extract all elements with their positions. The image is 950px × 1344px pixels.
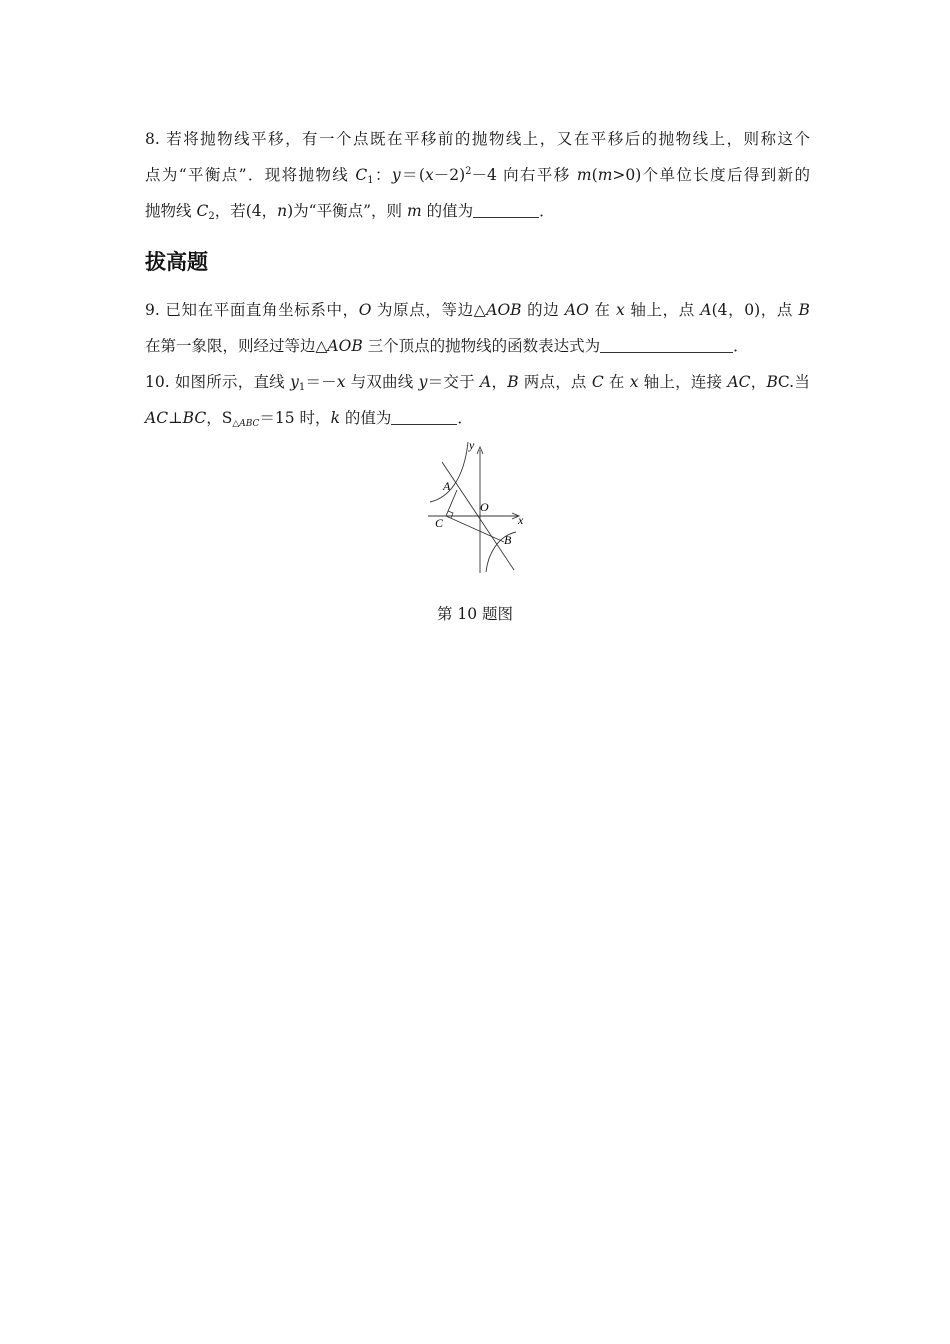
q8-eq-1: ＝(	[400, 166, 425, 184]
q8-c2-sub: 2	[208, 211, 215, 222]
q10-text-1h: 轴上，连接	[643, 373, 723, 391]
q10-B: B	[507, 373, 519, 391]
q9-text-1e: 轴上，点	[630, 301, 695, 319]
q9-text-1c: 的边	[527, 301, 560, 319]
q8-text-3d: 的值为	[426, 202, 474, 220]
q10-k: k	[330, 409, 340, 427]
q8-m1: m	[576, 166, 592, 184]
q8-c1-sub: 1	[367, 175, 374, 186]
q10-s-sub: △ABC	[232, 419, 260, 429]
q8-eq-2: －2)	[433, 166, 466, 184]
q9-text-1d: 在	[594, 301, 611, 319]
q9-text-2a: 在第一象限，则经过等边△	[145, 337, 328, 355]
q8-c2: C	[196, 202, 209, 220]
q9-AOB-2: AOB	[327, 337, 363, 355]
q8-end: ．	[539, 202, 555, 220]
q10-text-2c: 的值为	[344, 409, 392, 427]
q10-text-1d: ＝交于	[427, 373, 475, 391]
q10-x2: x	[629, 373, 639, 391]
label-O: O	[480, 500, 489, 514]
q10-text-2b: ＝15 时，	[259, 409, 331, 427]
q9-text-1a: 已知在平面直角坐标系中，	[165, 301, 359, 319]
q8-m3: m	[406, 202, 422, 220]
q9-A: A	[700, 301, 712, 319]
q10-comma: ，	[491, 373, 508, 391]
q8-line-3	[145, 200, 810, 222]
q8-answer-blank[interactable]	[473, 201, 539, 218]
q9-AOB: AOB	[486, 301, 522, 319]
q8-eq-exp: 2	[465, 166, 472, 177]
segment-BC	[446, 516, 504, 542]
q8-eq-y: y	[391, 166, 401, 184]
q10-end: ．	[457, 409, 473, 427]
q8-line-2	[145, 164, 810, 186]
q10-C: C	[591, 373, 604, 391]
q8-text-3c: )为“平衡点”，则	[287, 202, 403, 220]
q8-line-1	[145, 128, 810, 150]
q8-text-1: 若将抛物线平移，有一个点既在平移前的抛物线上，又在平移后的抛物线上，则称这个	[166, 130, 810, 148]
q10-text-1c: 与双曲线	[350, 373, 414, 391]
q10-BC-2: BC	[182, 409, 207, 427]
q9-line-2	[145, 335, 810, 357]
q10-y1-sub: 1	[298, 382, 306, 393]
q10-text-1g: 在	[608, 373, 625, 391]
q10-A: A	[480, 373, 492, 391]
q9-O: O	[358, 301, 372, 319]
q10-figure	[420, 436, 532, 576]
q10-text-1b: ＝－	[305, 373, 337, 391]
q9-line-1	[145, 299, 810, 321]
q10-text-1f: 两点，点	[523, 373, 587, 391]
q10-y2: y	[418, 373, 428, 391]
q10-number: 10.	[145, 373, 170, 391]
q9-text-2b: 三个顶点的抛物线的函数表达式为	[367, 337, 601, 355]
q10-AC-2: AC	[145, 409, 169, 427]
q9-B: B	[798, 301, 810, 319]
q10-y1: y	[290, 373, 299, 391]
q8-number: 8.	[145, 130, 160, 148]
q10-line-1	[145, 371, 810, 393]
q10-comma-2: ，	[750, 373, 767, 391]
q10-text-1j: C.当	[777, 373, 810, 391]
q8-text-2a: 点为“平衡点”．现将抛物线	[145, 166, 350, 184]
label-y: y	[469, 438, 475, 452]
q10-text-2a: ，S	[206, 409, 233, 427]
q9-answer-blank[interactable]	[600, 336, 733, 353]
q8-text-3b: ，若(4，	[214, 202, 278, 220]
label-x: x	[518, 513, 524, 527]
q10-x1: x	[336, 373, 346, 391]
q8-m2: m	[597, 166, 613, 184]
q10-line-2	[145, 407, 810, 429]
q9-end: ．	[733, 337, 749, 355]
label-B: B	[504, 533, 512, 547]
q10-AC: AC	[727, 373, 751, 391]
q10-perp: ⊥	[168, 409, 183, 427]
label-A: A	[443, 479, 451, 493]
q10-text-1a: 如图所示，直线	[174, 373, 285, 391]
q8-colon: ：	[373, 166, 392, 184]
q8-text-3a: 抛物线	[145, 202, 192, 220]
q8-eq-3: －4 向右平移	[471, 166, 571, 184]
section-title: 拔高题	[145, 250, 208, 274]
q8-c1: C	[355, 166, 368, 184]
q9-text-1b: 为原点，等边△	[377, 301, 487, 319]
q10-answer-blank[interactable]	[391, 408, 457, 425]
q9-text-1f: (4，0)，点	[711, 301, 793, 319]
q8-paren: (	[591, 166, 598, 184]
label-C: C	[435, 516, 444, 530]
q8-eq-x: x	[424, 166, 434, 184]
q8-text-2b: >0)个单位长度后得到新的	[612, 166, 810, 184]
figure-caption: 第 10 题图	[436, 605, 514, 623]
q10-BC: B	[766, 373, 778, 391]
q8-n: n	[277, 202, 288, 220]
q9-x: x	[616, 301, 625, 319]
q9-AO: AO	[564, 301, 589, 319]
q9-number: 9.	[145, 301, 160, 319]
